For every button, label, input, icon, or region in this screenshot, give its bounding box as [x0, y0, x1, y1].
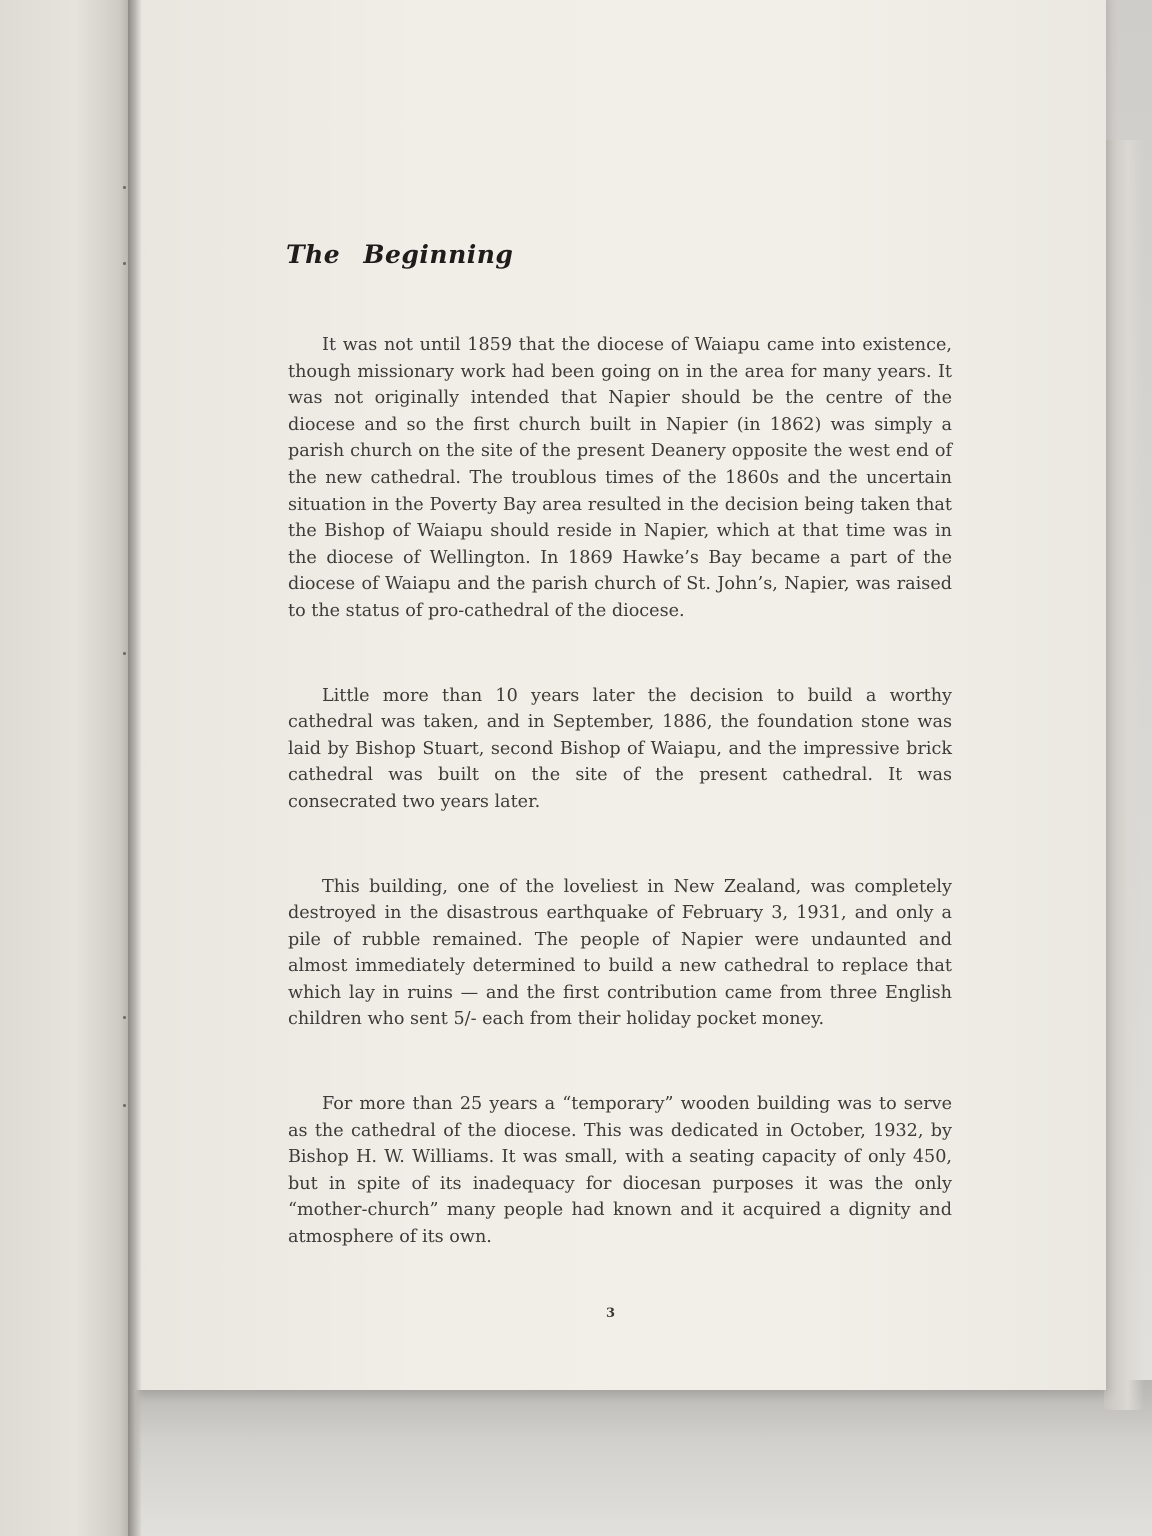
page-edge-shadow — [1104, 140, 1144, 1410]
page-speck — [123, 1016, 126, 1019]
gutter-shadow — [128, 0, 142, 1536]
paragraph: This building, one of the loveliest in New Zealand, was completely destroyed in the disastrous earthquake of February 3, 1931, and only a pile of rubble remained. The people of Napier were undaunted and almost immediately determined to build a new cathedral to replace that which lay in ruins — and the first contribution came from three English children who sent 5/- each from their holiday pocket money. — [288, 876, 952, 1030]
page-number: 3 — [606, 1306, 616, 1321]
left-page — [0, 0, 135, 1536]
page-speck — [123, 186, 126, 189]
page-title: The Beginning — [286, 240, 514, 269]
paragraph: Little more than 10 years later the decision to build a worthy cathedral was taken, and in September, 1886, the foundation stone was laid by Bishop Stuart, second Bishop of Waiapu, and the impressive brick cathedral was built on the site of the present cathedral. It was consecrated two years later. — [288, 685, 952, 812]
paragraph: It was not until 1859 that the diocese of Waiapu came into existence, though missionary work had been going on in the area for many years. It was not originally intended that Napier should be the centre of the diocese and so the first church built in Napier (in 1862) was simply a parish church on the site of the present Deanery opposite the west end of the new cathedral. The troublous times of the 1860s and the uncertain situation in the Poverty Bay area resulted in the decision being taken that the Bishop of Waiapu should reside in Napier, which at that time was in the diocese of Wellington. In 1869 Hawke’s Bay became a part of the diocese of Waiapu and the parish church of St. John’s, Napier, was raised to the status of pro-cathedral of the diocese. — [288, 335, 952, 621]
shelf-surface — [0, 1380, 1152, 1536]
page-speck — [123, 1104, 126, 1107]
body-text — [288, 332, 952, 1309]
page-speck — [123, 652, 126, 655]
paragraph: For more than 25 years a “temporary” wooden building was to serve as the cathedral of the diocese. This was dedicated in October, 1932, by Bishop H. W. Williams. It was small, with a seating capacity of only 450, but in spite of its inadequacy for diocesan purposes it was the only “mother-church” many people had known and it acquired a dignity and atmosphere of its own. — [288, 1094, 952, 1248]
page-speck — [123, 262, 126, 265]
